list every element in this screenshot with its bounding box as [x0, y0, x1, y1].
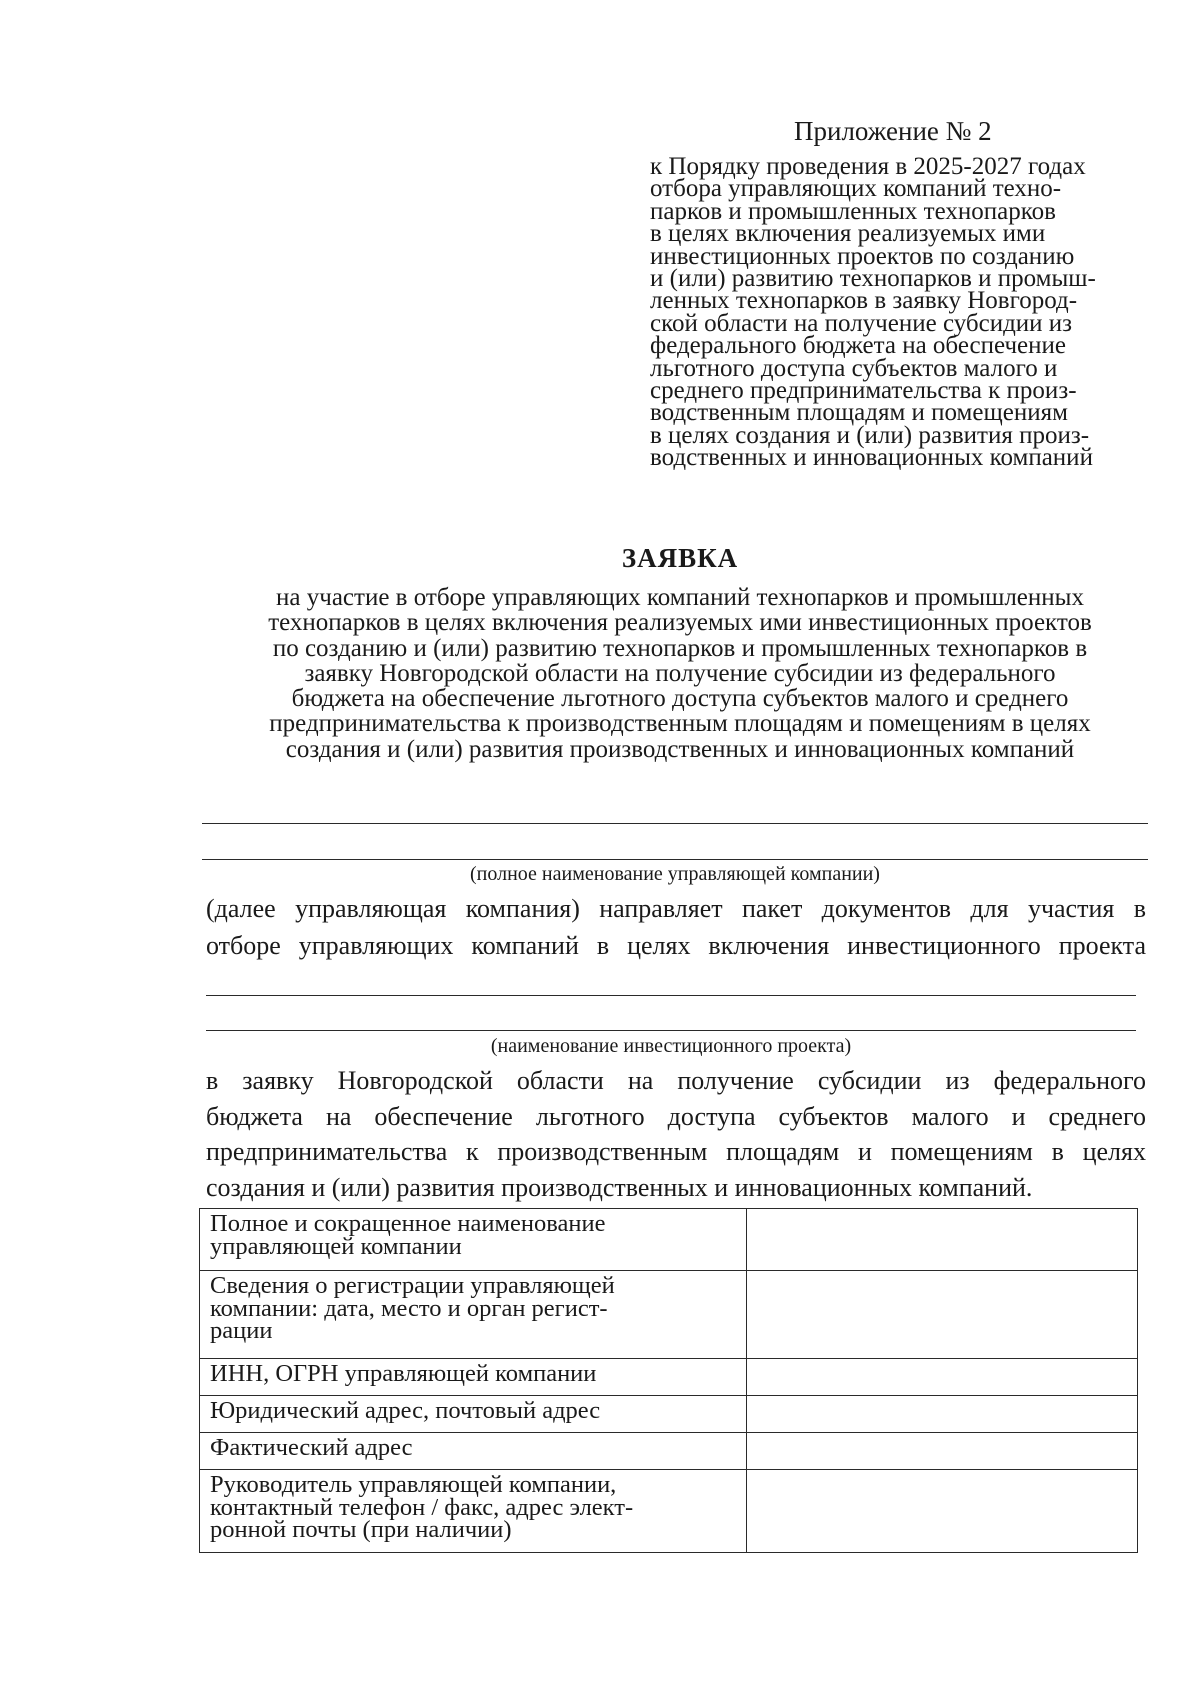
- row-label-line: ронной почты (при наличии): [210, 1516, 512, 1543]
- row-label-line: Полное и сокращенное наименование: [210, 1210, 606, 1237]
- row-label-line: Руководитель управляющей компании,: [210, 1471, 617, 1498]
- appendix-line: в целях создания и (или) развития произ-: [650, 421, 1090, 449]
- row-label-line: управляющей компании: [210, 1232, 462, 1260]
- appendix-line: ленных технопарков в заявку Новгород-: [650, 287, 1078, 315]
- company-name-field-line[interactable]: [202, 823, 1148, 824]
- appendix-line: льготного доступа субъектов малого и: [650, 354, 1058, 382]
- appendix-line: парков и промышленных технопарков: [650, 197, 1056, 225]
- row-label-line: рации: [210, 1317, 273, 1344]
- table-row: [200, 1470, 1138, 1553]
- body-text-line: предпринимательства к производственным площадям и помещениям в целях: [206, 1137, 1146, 1166]
- row-value-cell[interactable]: [746, 1271, 1137, 1359]
- row-value-cell[interactable]: [746, 1433, 1137, 1470]
- body-text-line: (далее управляющая компания) направляет пакет документов для участия в: [206, 894, 1146, 923]
- row-label-line: Юридический адрес, почтовый адрес: [210, 1397, 601, 1424]
- appendix-line: в целях включения реализуемых ими: [650, 220, 1046, 248]
- row-label: [200, 1359, 747, 1396]
- document-purpose: [200, 585, 1160, 762]
- row-value-cell[interactable]: [746, 1359, 1137, 1396]
- table-row: [200, 1359, 1138, 1396]
- body-text-line: бюджета на обеспечение льготного доступа субъектов малого и среднего: [206, 1102, 1146, 1131]
- appendix-line: федерального бюджета на обеспечение: [650, 332, 1067, 360]
- appendix-line: и (или) развитию технопарков и промыш-: [650, 265, 1096, 293]
- row-label-line: контактный телефон / факс, адрес элект-: [210, 1493, 634, 1521]
- table-row: [200, 1271, 1138, 1359]
- row-label: [200, 1209, 747, 1271]
- project-name-field-line[interactable]: [206, 995, 1136, 996]
- row-label: [200, 1433, 747, 1470]
- appendix-line: к Порядку проведения в 2025-2027 годах: [650, 153, 1086, 180]
- appendix-line: среднего предпринимательства к произ-: [650, 377, 1077, 405]
- row-value-cell[interactable]: [746, 1209, 1137, 1271]
- row-label: [200, 1396, 747, 1433]
- document-heading: ЗАЯВКА: [621, 543, 739, 573]
- row-label-line: Фактический адрес: [210, 1434, 413, 1461]
- appendix-reference: [650, 153, 1170, 472]
- company-name-field-line[interactable]: [202, 859, 1148, 860]
- appendix-line: отбора управляющих компаний техно-: [650, 175, 1062, 203]
- purpose-line: создания и (или) развития производственных и инновационных компаний: [285, 735, 1075, 763]
- purpose-line: бюджета на обеспечение льготного доступа субъектов малого и среднего: [291, 685, 1069, 713]
- appendix-line: ской области на получение субсидии из: [650, 309, 1073, 337]
- row-value-cell[interactable]: [746, 1396, 1137, 1433]
- body-text-line: в заявку Новгородской области на получение субсидии из федерального: [206, 1066, 1146, 1095]
- appendix-title: Приложение № 2: [794, 116, 992, 146]
- body-text-line: создания и (или) развития производственных и инновационных компаний.: [206, 1173, 1033, 1202]
- purpose-line: по созданию и (или) развитию технопарков и промышленных технопарков в: [272, 634, 1088, 662]
- body-text-line: отборе управляющих компаний в целях включения инвестиционного проекта: [206, 931, 1146, 960]
- row-label: [200, 1470, 747, 1553]
- row-label-line: ИНН, ОГРН управляющей компании: [210, 1360, 597, 1387]
- row-label-line: Сведения о регистрации управляющей: [210, 1272, 615, 1299]
- company-info-table: [199, 1208, 1138, 1553]
- row-value-cell[interactable]: [746, 1470, 1137, 1553]
- purpose-line: технопарков в целях включения реализуемых ими инвестиционных проектов: [268, 609, 1092, 637]
- appendix-line: водственным площадям и помещениям: [650, 399, 1068, 427]
- purpose-line: заявку Новгородской области на получение субсидии из федерального: [304, 659, 1056, 687]
- project-name-field-line[interactable]: [206, 1030, 1136, 1031]
- table-row: [200, 1433, 1138, 1470]
- appendix-line: инвестиционных проектов по созданию: [650, 242, 1075, 270]
- table-row: [200, 1209, 1138, 1271]
- row-label: [200, 1271, 747, 1359]
- company-name-caption: (полное наименование управляющей компании): [470, 863, 880, 885]
- project-name-caption: (наименование инвестиционного проекта): [490, 1035, 852, 1057]
- purpose-line: на участие в отборе управляющих компаний технопарков и промышленных: [276, 584, 1084, 611]
- row-label-line: компании: дата, место и орган регист-: [210, 1294, 608, 1322]
- purpose-line: предпринимательства к производственным площадям и помещениям в целях: [269, 710, 1091, 738]
- appendix-line: водственных и инновационных компаний: [650, 444, 1093, 472]
- table-row: [200, 1396, 1138, 1433]
